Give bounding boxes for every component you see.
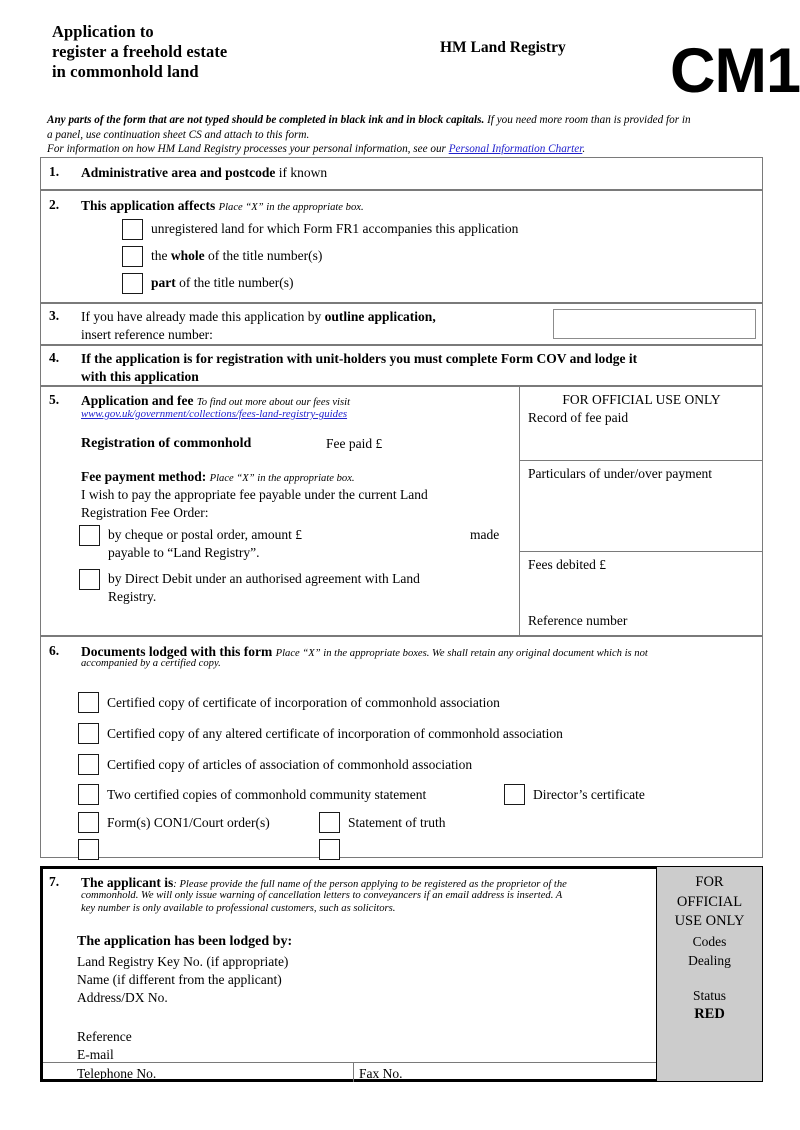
address-dx-label: Address/DX No.	[77, 990, 168, 1005]
label-direct-debit-line-1: by Direct Debit under an authorised agreement with Land	[108, 571, 420, 586]
fees-guide-link[interactable]: www.gov.uk/government/collections/fees-land-registry-guides	[81, 408, 348, 420]
panel-4-line-2: with this application	[81, 368, 199, 384]
panel-6-documents-lodged	[40, 636, 763, 858]
checkbox-statement-of-truth[interactable]	[319, 812, 340, 833]
checkbox-blank-right[interactable]	[319, 839, 340, 860]
fee-payment-method-bold: Fee payment method:	[81, 469, 207, 484]
checkbox-directors-certificate[interactable]	[504, 784, 525, 805]
panel-5-number: 5.	[49, 392, 60, 407]
checkbox-con1-court-orders[interactable]	[78, 812, 99, 833]
intro-line-1	[47, 113, 759, 128]
label-part-post: of the title number(s)	[175, 275, 294, 290]
fax-label: Fax No.	[359, 1066, 403, 1081]
record-of-fee-paid-label: Record of fee paid	[528, 410, 629, 425]
panel-4-line-1: If the application is for registration with unit-holders you must complete Form COV and lodge it	[81, 351, 638, 366]
checkbox-blank-left[interactable]	[78, 839, 99, 860]
panel-1-heading-rest: if known	[275, 165, 328, 180]
panel-7-heading-bold: The applicant is	[81, 875, 174, 890]
label-direct-debit-line-2: Registry.	[108, 589, 157, 604]
fee-payment-method-hint: Place “X” in the appropriate box.	[209, 473, 355, 484]
official-use-codes-label: Codes	[692, 933, 727, 949]
checkbox-unregistered-land[interactable]	[122, 219, 143, 240]
panel-1-heading	[81, 164, 327, 181]
label-altered-certificate-incorporation: Certified copy of any altered certificate of incorporation of commonhold association	[107, 726, 563, 741]
telephone-label: Telephone No.	[77, 1066, 157, 1081]
organisation-name: HM Land Registry	[440, 39, 566, 56]
panel-6-hint-line-2: accompanied by a certified copy.	[81, 658, 221, 669]
intro-line-3	[47, 142, 759, 157]
label-part-title	[151, 274, 293, 292]
label-community-statement: Two certified copies of commonhold community statement	[107, 787, 427, 802]
fee-payment-method-heading	[81, 468, 355, 488]
panel-6-heading-bold: Documents lodged with this form	[81, 644, 273, 659]
panel-1-administrative-area	[40, 157, 763, 190]
intro-notes	[47, 113, 759, 157]
panel-4-number: 4.	[49, 350, 60, 365]
fee-payment-intro-line-1: I wish to pay the appropriate fee payable under the current Land	[81, 487, 428, 502]
panel-1-number: 1.	[49, 164, 60, 179]
label-whole-pre: the	[151, 248, 171, 263]
intro-rest-line-1: If you need more room than is provided for in	[484, 114, 691, 126]
reference-label: Reference	[77, 1029, 132, 1044]
label-whole-title	[151, 247, 322, 265]
official-use-line-1: FOR	[695, 874, 724, 890]
reference-number-label: Reference number	[528, 613, 628, 628]
panel-7-hint-line-1: : Please provide the full name of the person applying to be registered as the proprietor of the	[173, 879, 567, 890]
intro-line-3-suffix: .	[582, 143, 586, 156]
outline-reference-input[interactable]	[553, 309, 756, 339]
official-use-line-2: OFFICIAL	[676, 893, 743, 910]
page-title-line-1: Application to	[52, 22, 154, 41]
intro-line-2: a panel, use continuation sheet CS and attach to this form.	[47, 128, 310, 141]
official-use-spacer	[657, 970, 762, 986]
label-directors-certificate: Director’s certificate	[533, 787, 645, 802]
panel-5-official-use-column	[520, 387, 763, 635]
page-title-line-3: in commonhold land	[52, 62, 199, 81]
page-title-line-2: register a freehold estate	[52, 42, 228, 61]
panel-3-line-2: insert reference number:	[81, 326, 213, 342]
panel-6-number: 6.	[49, 643, 60, 658]
panel-7-number: 7.	[49, 874, 60, 889]
label-unregistered-land: unregistered land for which Form FR1 accompanies this application	[151, 221, 519, 236]
official-use-only-title: FOR OFFICIAL USE ONLY	[562, 392, 721, 407]
checkbox-altered-certificate-incorporation[interactable]	[78, 723, 99, 744]
checkbox-articles-of-association[interactable]	[78, 754, 99, 775]
particulars-of-payment-label: Particulars of under/over payment	[528, 466, 713, 481]
panel-7-divider	[43, 1062, 657, 1063]
label-part-bold: part	[151, 275, 176, 290]
panel-3-line-1	[81, 308, 436, 326]
panel-5-heading-bold: Application and fee	[81, 393, 194, 408]
checkbox-whole-title[interactable]	[122, 246, 143, 267]
form-header	[40, 18, 800, 110]
panel-1-heading-bold: Administrative area and postcode	[81, 165, 276, 180]
panel-3-number: 3.	[49, 308, 60, 323]
panel-3-text	[81, 308, 436, 343]
panel-2-heading-bold: This application affects	[81, 198, 216, 213]
form-code: CM1	[669, 36, 800, 106]
label-whole-post: of the title number(s)	[204, 248, 323, 263]
label-cheque-payment-line-2: payable to “Land Registry”.	[108, 545, 260, 560]
panel-4-unit-holders	[40, 345, 763, 386]
panel-7-hint-line-3: key number is only available to professional customers, such as solicitors.	[81, 903, 396, 914]
lodged-by-heading: The application has been lodged by:	[77, 934, 293, 949]
panel-7-the-applicant	[40, 866, 660, 1082]
label-articles-of-association: Certified copy of articles of association of commonhold association	[107, 757, 473, 772]
panel-3-line-1-bold: outline application,	[324, 309, 436, 324]
label-statement-of-truth: Statement of truth	[348, 815, 446, 830]
fees-debited-label: Fees debited £	[528, 557, 606, 572]
panel-2-hint: Place “X” in the appropriate box.	[218, 202, 364, 213]
intro-bold-sentence: Any parts of the form that are not typed should be completed in black ink and in block capitals.	[47, 114, 485, 126]
panel-2-heading	[81, 197, 364, 216]
key-number-label: Land Registry Key No. (if appropriate)	[77, 954, 289, 969]
checkbox-certificate-incorporation[interactable]	[78, 692, 99, 713]
official-use-line-3: USE ONLY	[674, 913, 745, 929]
official-divider-2	[520, 551, 763, 552]
email-label: E-mail	[77, 1047, 114, 1062]
registration-of-commonhold-label: Registration of commonhold	[81, 436, 252, 451]
official-use-status-label: Status	[692, 987, 726, 1003]
intro-line-3-prefix: For information on how HM Land Registry processes your personal information, see our	[47, 143, 449, 156]
label-certificate-incorporation: Certified copy of certificate of incorporation of commonhold association	[107, 695, 500, 710]
panel-4-text	[81, 350, 637, 385]
panel-5-application-and-fee	[40, 386, 763, 636]
fee-paid-label: Fee paid £	[326, 436, 383, 451]
official-divider-1	[520, 460, 763, 461]
official-use-dealing-label: Dealing	[688, 952, 731, 968]
panel-7-official-use-box	[656, 866, 763, 1082]
fee-payment-intro-line-2: Registration Fee Order:	[81, 505, 209, 520]
personal-information-charter-link[interactable]: Personal Information Charter	[448, 143, 583, 156]
panel-5-hint: To find out more about our fees visit	[196, 397, 351, 408]
label-con1-court-orders: Form(s) CON1/Court order(s)	[107, 815, 270, 830]
panel-7-phone-fax-divider	[353, 1062, 354, 1082]
official-use-status-value: RED	[694, 1005, 725, 1022]
panel-3-outline-application	[40, 303, 763, 345]
panel-2-application-affects	[40, 190, 763, 303]
checkbox-direct-debit[interactable]	[79, 569, 100, 590]
applicant-name-label: Name (if different from the applicant)	[77, 972, 282, 987]
panel-6-hint-line-1: Place “X” in the appropriate boxes. We shall retain any original document which is not	[275, 648, 648, 659]
label-whole-bold: whole	[170, 248, 205, 263]
page-title	[52, 22, 227, 82]
label-cheque-payment-made: made	[470, 527, 500, 542]
panel-3-line-1-pre: If you have already made this application by	[81, 309, 325, 324]
panel-7-hint-line-2: commonhold. We will only issue warning of cancellation letters to conveyancers if an email address is inserted. A	[81, 890, 563, 901]
panel-2-number: 2.	[49, 197, 60, 212]
checkbox-cheque-payment[interactable]	[79, 525, 100, 546]
checkbox-part-title[interactable]	[122, 273, 143, 294]
label-cheque-payment-line-1: by cheque or postal order, amount £	[108, 527, 303, 542]
checkbox-community-statement[interactable]	[78, 784, 99, 805]
